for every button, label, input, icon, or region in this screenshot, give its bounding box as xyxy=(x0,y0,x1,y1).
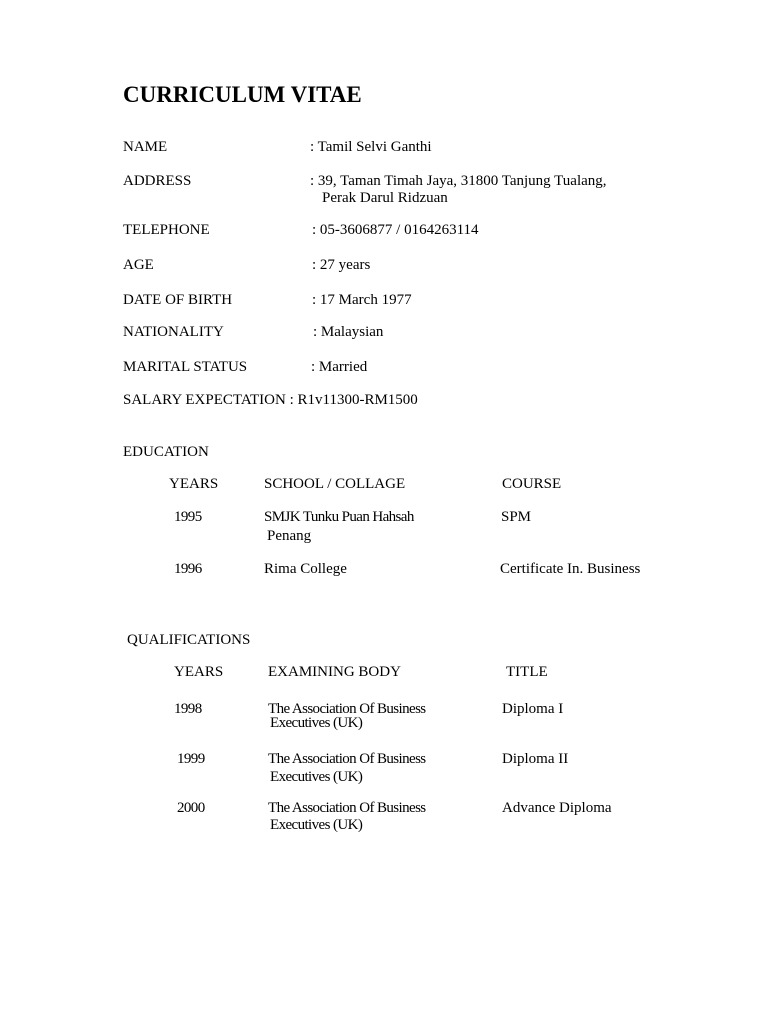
qualification-body: The Association Of Business xyxy=(268,800,426,816)
education-course: SPM xyxy=(501,509,532,525)
age-value: : 27 years xyxy=(312,257,371,273)
education-year: 1996 xyxy=(174,561,202,577)
qualification-title: Diploma II xyxy=(502,751,569,767)
education-header-school: SCHOOL / COLLAGE xyxy=(264,476,406,492)
dob-value: : 17 March 1977 xyxy=(312,292,412,308)
salary-expectation: SALARY EXPECTATION : R1v11300-RM1500 xyxy=(123,392,418,408)
qualification-body: The Association Of Business xyxy=(268,751,426,767)
page-title: CURRICULUM VITAE xyxy=(123,82,362,107)
address-label: ADDRESS xyxy=(123,173,192,189)
qualification-year: 1998 xyxy=(174,701,202,717)
education-year: 1995 xyxy=(174,509,202,525)
address-line-2: Perak Darul Ridzuan xyxy=(322,190,448,206)
address-line-1: : 39, Taman Timah Jaya, 31800 Tanjung Tualang, xyxy=(310,173,607,189)
nationality-value: : Malaysian xyxy=(313,324,384,340)
qualification-body-line-2: Executives (UK) xyxy=(270,769,363,785)
qualification-title: Advance Diploma xyxy=(502,800,612,816)
education-header-years: YEARS xyxy=(169,476,219,492)
telephone-value: : 05-3606877 / 0164263114 xyxy=(312,222,479,238)
education-header-course: COURSE xyxy=(502,476,562,492)
qualification-body: The Association Of Business xyxy=(268,701,426,717)
education-school: Rima College xyxy=(264,561,347,577)
qualification-year: 2000 xyxy=(177,800,205,816)
name-value: : Tamil Selvi Ganthi xyxy=(310,139,432,155)
telephone-label: TELEPHONE xyxy=(123,222,210,238)
qualification-body-line-2: Executives (UK) xyxy=(270,817,363,833)
qualification-year: 1999 xyxy=(177,751,205,767)
qualification-title: Diploma I xyxy=(502,701,564,717)
qualifications-header-title: TITLE xyxy=(506,664,548,680)
qualifications-heading: QUALIFICATIONS xyxy=(127,632,251,648)
name-label: NAME xyxy=(123,139,168,155)
education-school: SMJK Tunku Puan Hahsah xyxy=(264,509,414,525)
dob-label: DATE OF BIRTH xyxy=(123,292,233,308)
qualifications-header-body: EXAMINING BODY xyxy=(268,664,401,680)
education-heading: EDUCATION xyxy=(123,444,209,460)
qualification-body-line-2: Executives (UK) xyxy=(270,715,363,731)
marital-status-label: MARITAL STATUS xyxy=(123,359,248,375)
age-label: AGE xyxy=(123,257,154,273)
qualifications-header-years: YEARS xyxy=(174,664,224,680)
nationality-label: NATIONALITY xyxy=(123,324,224,340)
marital-status-value: : Married xyxy=(311,359,368,375)
education-course: Certificate In. Business xyxy=(500,561,641,577)
education-school-line-2: Penang xyxy=(267,528,312,544)
